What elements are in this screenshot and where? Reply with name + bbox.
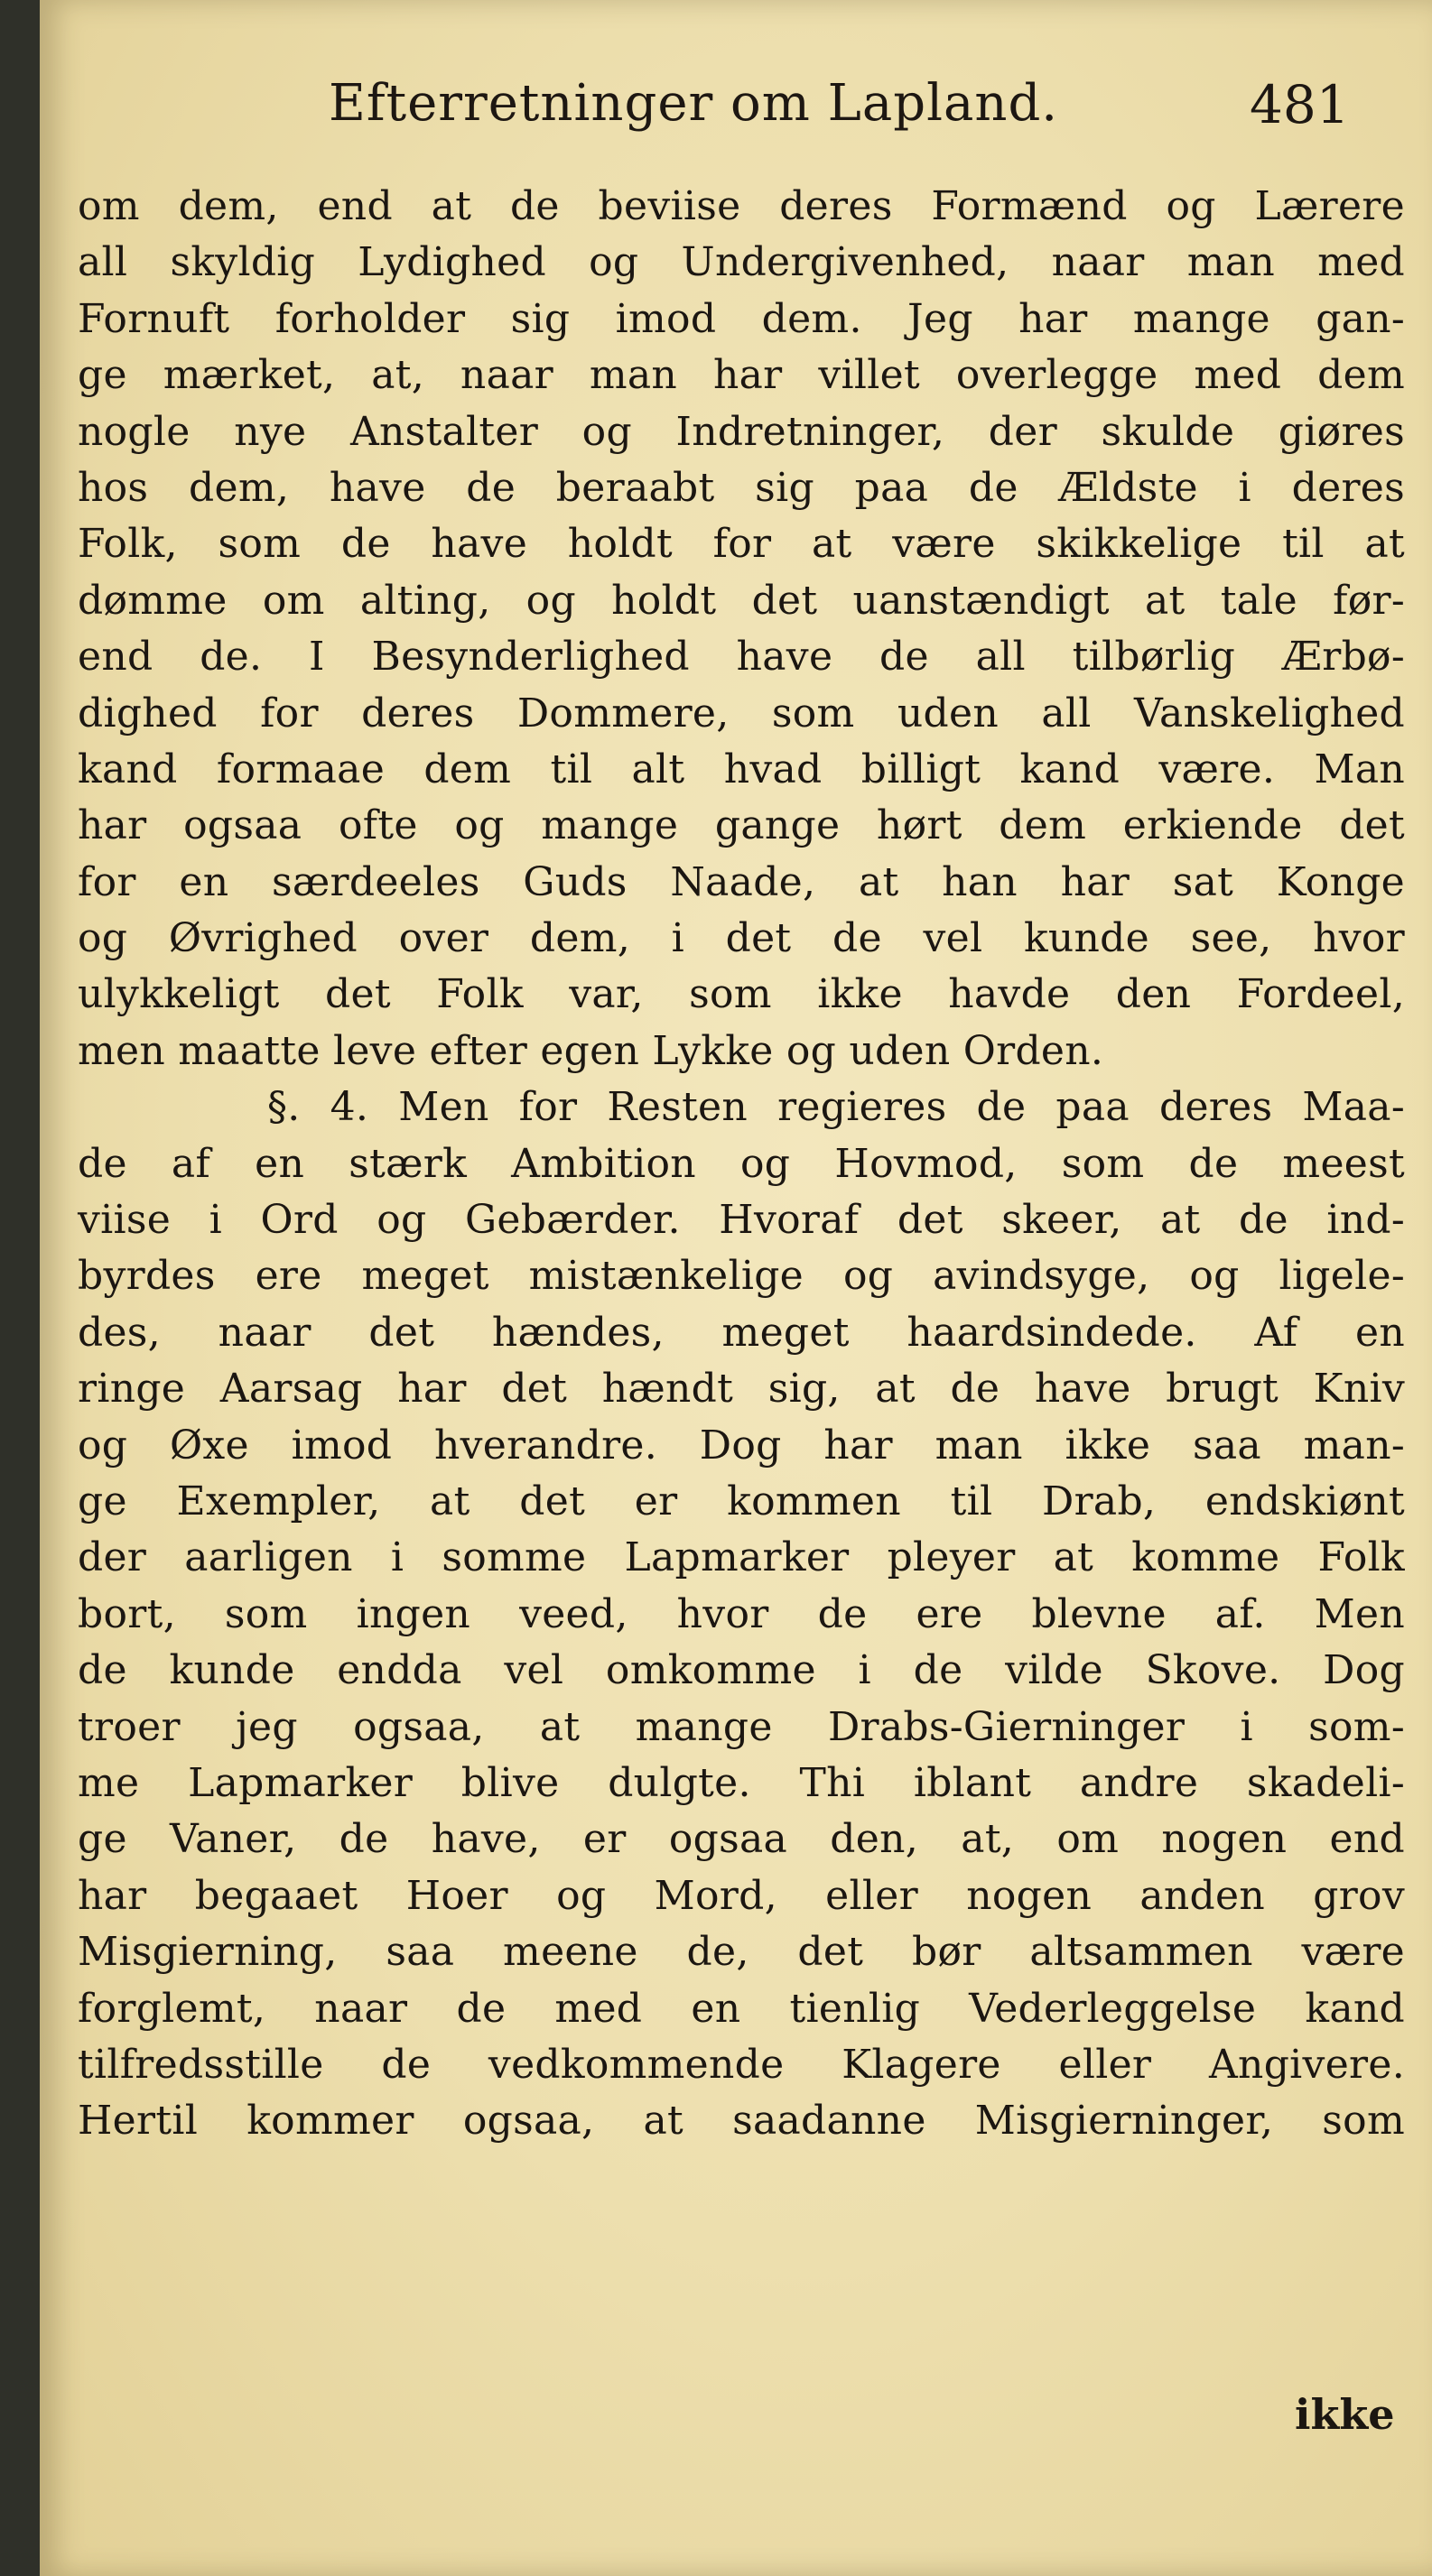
text-line: nogle nye Anstalter og Indretninger, der skulde giøres: [78, 408, 1405, 455]
text-line: Folk, som de have holdt for at være skikkelige til at: [78, 521, 1405, 568]
text-line: end de. I Besynderlighed have de all tilbørlig Ærbø-: [78, 634, 1405, 681]
text-line: har ogsaa ofte og mange gange hørt dem erkiende det: [78, 802, 1405, 849]
text-line: tilfredsstille de vedkommende Klagere eller Angivere.: [78, 2041, 1405, 2088]
text-line: me Lapmarker blive dulgte. Thi iblant andre skadeli-: [78, 1759, 1405, 1806]
text-line: viise i Ord og Gebærder. Hvoraf det skeer, at de ind-: [78, 1197, 1405, 1244]
text-line: for en særdeeles Guds Naade, at han har sat Konge: [78, 858, 1405, 905]
text-line: Fornuft forholder sig imod dem. Jeg har mange gan-: [78, 295, 1405, 342]
text-line: og Øxe imod hverandre. Dog har man ikke saa man-: [78, 1422, 1405, 1469]
text-line: og Øvrighed over dem, i det de vel kunde see, hvor: [78, 915, 1405, 962]
text-line: bort, som ingen veed, hvor de ere blevne af. Men: [78, 1590, 1405, 1637]
text-line: ge Exempler, at det er kommen til Drab, endskiønt: [78, 1478, 1405, 1524]
text-line: dømme om alting, og holdt det uanstændigt at tale før-: [78, 577, 1405, 624]
running-title: Efterretninger om Lapland.: [329, 74, 1059, 133]
text-line: har begaaet Hoer og Mord, eller nogen anden grov: [78, 1872, 1405, 1919]
catchword-block: [1295, 2390, 1395, 2439]
page-number: 481: [1250, 74, 1350, 135]
book-page: [40, 0, 1432, 2576]
text-line: troer jeg ogsaa, at mange Drabs-Gierninger i som-: [78, 1703, 1405, 1750]
text-line: de af en stærk Ambition og Hovmod, som de meest: [78, 1140, 1405, 1187]
section-heading-line: §. 4. Men for Resten regieres de paa deres Maa-: [267, 1084, 1405, 1131]
body-text: [78, 179, 1405, 2150]
text-line: forglemt, naar de med en tienlig Vederleggelse kand: [78, 1985, 1405, 2032]
text-line: Misgierning, saa meene de, det bør altsammen være: [78, 1929, 1405, 1976]
text-line: de kunde endda vel omkomme i de vilde Skove. Dog: [78, 1647, 1405, 1694]
text-line: hos dem, have de beraabt sig paa de Ældste i deres: [78, 464, 1405, 511]
text-line: der aarligen i somme Lapmarker pleyer at komme Folk: [78, 1534, 1405, 1581]
text-line: dighed for deres Dommere, som uden all Vanskelighed: [78, 690, 1405, 737]
text-line: ge mærket, at, naar man har villet overlegge med dem: [78, 352, 1405, 399]
text-line: byrdes ere meget mistænkelige og avindsyge, og ligele-: [78, 1253, 1405, 1300]
text-line: ulykkeligt det Folk var, som ikke havde den Fordeel,: [78, 971, 1405, 1018]
text-line: des, naar det hændes, meget haardsindede. Af en: [78, 1309, 1405, 1356]
text-line: kand formaae dem til alt hvad billigt kand være. Man: [78, 746, 1405, 792]
catchword: ikke: [1295, 2390, 1395, 2439]
text-line: ge Vaner, de have, er ogsaa den, at, om nogen end: [78, 1816, 1405, 1863]
text-line: men maatte leve efter egen Lykke og uden Orden.: [78, 1027, 1104, 1074]
text-line: ringe Aarsag har det hændt sig, at de have brugt Kniv: [78, 1366, 1405, 1413]
text-line: om dem, end at de beviise deres Formænd og Lærere: [78, 183, 1405, 229]
text-line: Hertil kommer ogsaa, at saadanne Misgierninger, som: [78, 2098, 1405, 2145]
text-line: all skyldig Lydighed og Undergivenhed, naar man med: [78, 239, 1405, 286]
page-header: [40, 74, 1432, 155]
